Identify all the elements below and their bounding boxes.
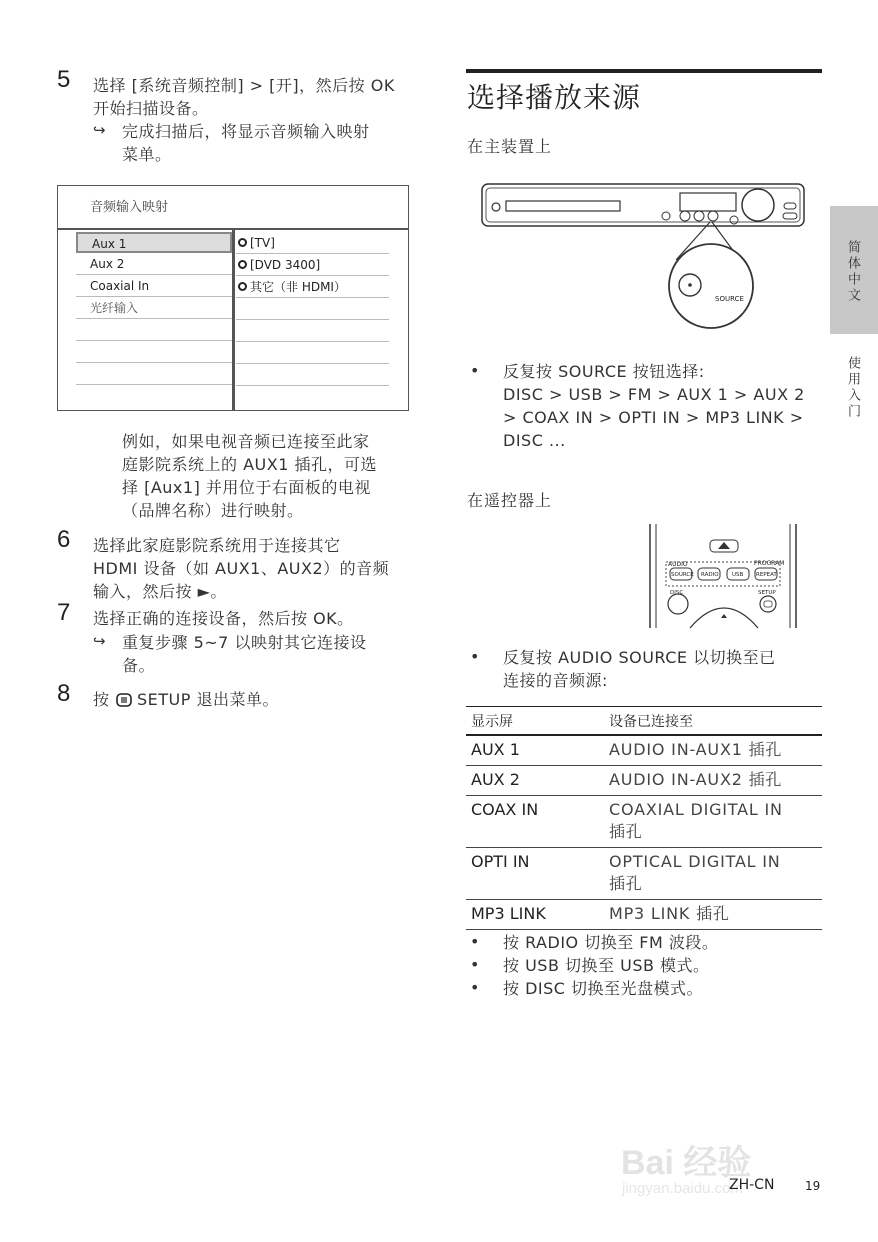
source-table xyxy=(466,706,822,930)
table-row xyxy=(466,900,822,930)
menu-item-empty xyxy=(76,364,232,385)
table-row xyxy=(466,796,822,848)
bullet-icon: • xyxy=(470,932,480,951)
remote-control-illustration xyxy=(648,524,800,630)
menu-option-dvd[interactable] xyxy=(236,254,389,276)
source-label: SOURCE xyxy=(715,295,744,303)
footer-lang: ZH-CN xyxy=(729,1177,775,1193)
remote-audio-label: AUDIO xyxy=(668,561,688,568)
step-5-arrow-icon: ↪ xyxy=(93,121,106,139)
remote-instruction-2: 连接的音频源: xyxy=(503,671,608,690)
step-5-line-2: 开始扫描设备。 xyxy=(93,99,209,118)
step-number-8: 8 xyxy=(57,680,71,707)
menu-option-tv[interactable] xyxy=(236,232,389,254)
source-sequence-1: DISC > USB > FM > AUX 1 > AUX 2 xyxy=(503,385,805,404)
bullet-icon: • xyxy=(470,978,480,997)
remote-disc-label: DISC xyxy=(670,590,684,596)
menu-option-label: [TV] xyxy=(250,236,275,250)
menu-title: 音频输入映射 xyxy=(90,200,169,215)
step-5-sub-line-1: 完成扫描后，将显示音频输入映射 xyxy=(122,122,370,141)
table-cell: AUDIO IN-AUX1 插孔 xyxy=(604,735,822,766)
table-cell: MP3 LINK xyxy=(466,900,604,930)
table-header: 设备已连接至 xyxy=(604,707,822,736)
section-rule xyxy=(466,69,822,73)
tail-bullet-disc: 按 DISC 切换至光盘模式。 xyxy=(503,979,704,998)
menu-item-empty xyxy=(76,386,232,407)
bullet-icon: • xyxy=(470,361,480,380)
section-title: 选择播放来源 xyxy=(467,81,642,114)
step-5-line-1: 选择 [系统音频控制] > [开]，然后按 OK xyxy=(93,76,395,95)
remote-program-label: PROGRAM xyxy=(754,560,785,567)
source-sequence-3: DISC ... xyxy=(503,431,566,450)
remote-source-button: SOURCE xyxy=(671,572,694,578)
step-6-line-2: HDMI 设备（如 AUX1、AUX2）的音频 xyxy=(93,559,390,578)
side-tab-chinese[interactable]: 简体中文 xyxy=(845,240,860,304)
tail-bullet-usb: 按 USB 切换至 USB 模式。 xyxy=(503,956,710,975)
main-unit-illustration xyxy=(478,180,808,340)
example-line-3: 择 [Aux1] 并用位于右面板的电视 xyxy=(122,478,371,497)
menu-item-label: Aux 1 xyxy=(92,237,127,251)
table-row xyxy=(466,735,822,766)
remote-instruction-1: 反复按 AUDIO SOURCE 以切换至已 xyxy=(503,648,776,667)
table-row xyxy=(466,848,822,900)
table-cell: COAXIAL DIGITAL IN 插孔 xyxy=(604,796,822,848)
menu-option-empty xyxy=(236,364,389,386)
menu-option-empty xyxy=(236,342,389,364)
step-7-arrow-icon: ↪ xyxy=(93,632,106,650)
table-cell: AUDIO IN-AUX2 插孔 xyxy=(604,766,822,796)
table-cell: OPTICAL DIGITAL IN 插孔 xyxy=(604,848,822,900)
step-number-5: 5 xyxy=(57,66,71,93)
remote-heading: 在遥控器上 xyxy=(467,491,553,510)
side-tab-getting-started[interactable]: 使用入门 xyxy=(845,356,860,420)
radio-ring-icon xyxy=(238,282,247,291)
radio-ring-icon xyxy=(238,260,247,269)
main-unit-heading: 在主装置上 xyxy=(467,137,553,156)
watermark-logo: Bai 经验 xyxy=(621,1144,752,1182)
main-unit-instruction: 反复按 SOURCE 按钮选择: xyxy=(503,362,705,381)
table-cell: MP3 LINK 插孔 xyxy=(604,900,822,930)
remote-repeat-button: REPEAT xyxy=(756,572,777,578)
menu-item-optical[interactable] xyxy=(76,298,232,319)
menu-item-aux1[interactable] xyxy=(76,232,232,253)
table-header: 显示屏 xyxy=(466,707,604,736)
step-7-sub-line-1: 重复步骤 5~7 以映射其它连接设 xyxy=(122,633,367,652)
menu-option-other[interactable] xyxy=(236,276,389,298)
remote-usb-button: USB xyxy=(732,572,744,578)
page-number: 19 xyxy=(805,1179,821,1193)
step-7-sub-line-2: 备。 xyxy=(122,656,156,675)
bullet-icon: • xyxy=(470,647,480,666)
step-number-7: 7 xyxy=(57,599,71,626)
example-line-4: （品牌名称）进行映射。 xyxy=(122,501,304,520)
tail-bullet-radio: 按 RADIO 切换至 FM 波段。 xyxy=(503,933,719,952)
step-8-pre: 按 xyxy=(93,690,110,709)
table-row xyxy=(466,766,822,796)
menu-option-label: [DVD 3400] xyxy=(250,258,321,272)
menu-option-label: 其它（非 HDMI） xyxy=(250,280,346,294)
menu-column-divider xyxy=(232,230,235,411)
menu-item-coaxial[interactable] xyxy=(76,276,232,297)
source-sequence-2: > COAX IN > OPTI IN > MP3 LINK > xyxy=(503,408,804,427)
step-8-post: SETUP 退出菜单。 xyxy=(137,690,279,709)
step-6-line-3: 输入，然后按 ►。 xyxy=(93,582,227,601)
table-cell: OPTI IN xyxy=(466,848,604,900)
step-number-6: 6 xyxy=(57,526,71,553)
menu-item-empty xyxy=(76,320,232,341)
step-7-line-1: 选择正确的连接设备，然后按 OK。 xyxy=(93,609,354,628)
radio-ring-icon xyxy=(238,238,247,247)
table-cell: COAX IN xyxy=(466,796,604,848)
menu-option-empty xyxy=(236,298,389,320)
menu-item-label: Coaxial In xyxy=(90,279,150,293)
example-line-2: 庭影院系统上的 AUX1 插孔，可选 xyxy=(122,455,377,474)
example-line-1: 例如，如果电视音频已连接至此家 xyxy=(122,432,370,451)
step-6-line-1: 选择此家庭影院系统用于连接其它 xyxy=(93,536,341,555)
table-cell: AUX 2 xyxy=(466,766,604,796)
table-cell: AUX 1 xyxy=(466,735,604,766)
menu-item-label: Aux 2 xyxy=(90,257,125,271)
menu-item-aux2[interactable] xyxy=(76,254,232,275)
watermark-url: jingyan.baidu.com xyxy=(622,1180,743,1197)
menu-option-empty xyxy=(236,320,389,342)
menu-item-empty xyxy=(76,342,232,363)
bullet-icon: • xyxy=(470,955,480,974)
remote-setup-label: SETUP xyxy=(758,590,776,596)
menu-item-label: 光纤输入 xyxy=(90,301,139,315)
setup-menu-icon xyxy=(116,693,132,707)
step-5-sub-line-2: 菜单。 xyxy=(122,145,172,164)
remote-radio-button: RADIO xyxy=(701,572,719,578)
